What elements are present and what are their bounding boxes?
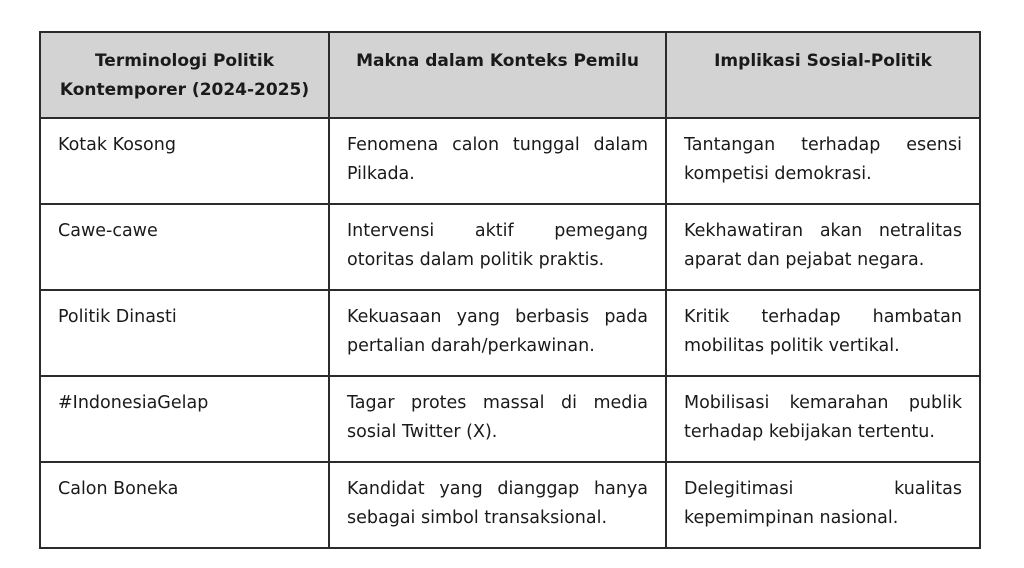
table-header-row — [40, 32, 980, 118]
meaning-cell: Kekuasaan yang berbasis pada pertalian darah/perkawinan. — [329, 290, 666, 376]
implication-cell: Delegitimasi kualitas kepemimpinan nasional. — [666, 462, 980, 548]
meaning-cell: Tagar protes massal di media sosial Twitter (X). — [329, 376, 666, 462]
header-terminology: Terminologi Politik Kontemporer (2024-2025) — [40, 32, 329, 118]
term-cell: #IndonesiaGelap — [40, 376, 329, 462]
implication-cell: Kritik terhadap hambatan mobilitas politik vertikal. — [666, 290, 980, 376]
implication-cell: Mobilisasi kemarahan publik terhadap kebijakan tertentu. — [666, 376, 980, 462]
header-meaning: Makna dalam Konteks Pemilu — [329, 32, 666, 118]
term-cell: Kotak Kosong — [40, 118, 329, 204]
table-row — [40, 290, 980, 376]
table-row — [40, 462, 980, 548]
meaning-cell: Intervensi aktif pemegang otoritas dalam politik praktis. — [329, 204, 666, 290]
meaning-cell: Kandidat yang dianggap hanya sebagai simbol transaksional. — [329, 462, 666, 548]
term-cell: Calon Boneka — [40, 462, 329, 548]
implication-cell: Tantangan terhadap esensi kompetisi demokrasi. — [666, 118, 980, 204]
header-implication: Implikasi Sosial-Politik — [666, 32, 980, 118]
implication-cell: Kekhawatiran akan netralitas aparat dan pejabat negara. — [666, 204, 980, 290]
political-terminology-table — [39, 31, 981, 549]
meaning-cell: Fenomena calon tunggal dalam Pilkada. — [329, 118, 666, 204]
table-row — [40, 204, 980, 290]
table-row — [40, 376, 980, 462]
table-row — [40, 118, 980, 204]
term-cell: Politik Dinasti — [40, 290, 329, 376]
term-cell: Cawe-cawe — [40, 204, 329, 290]
